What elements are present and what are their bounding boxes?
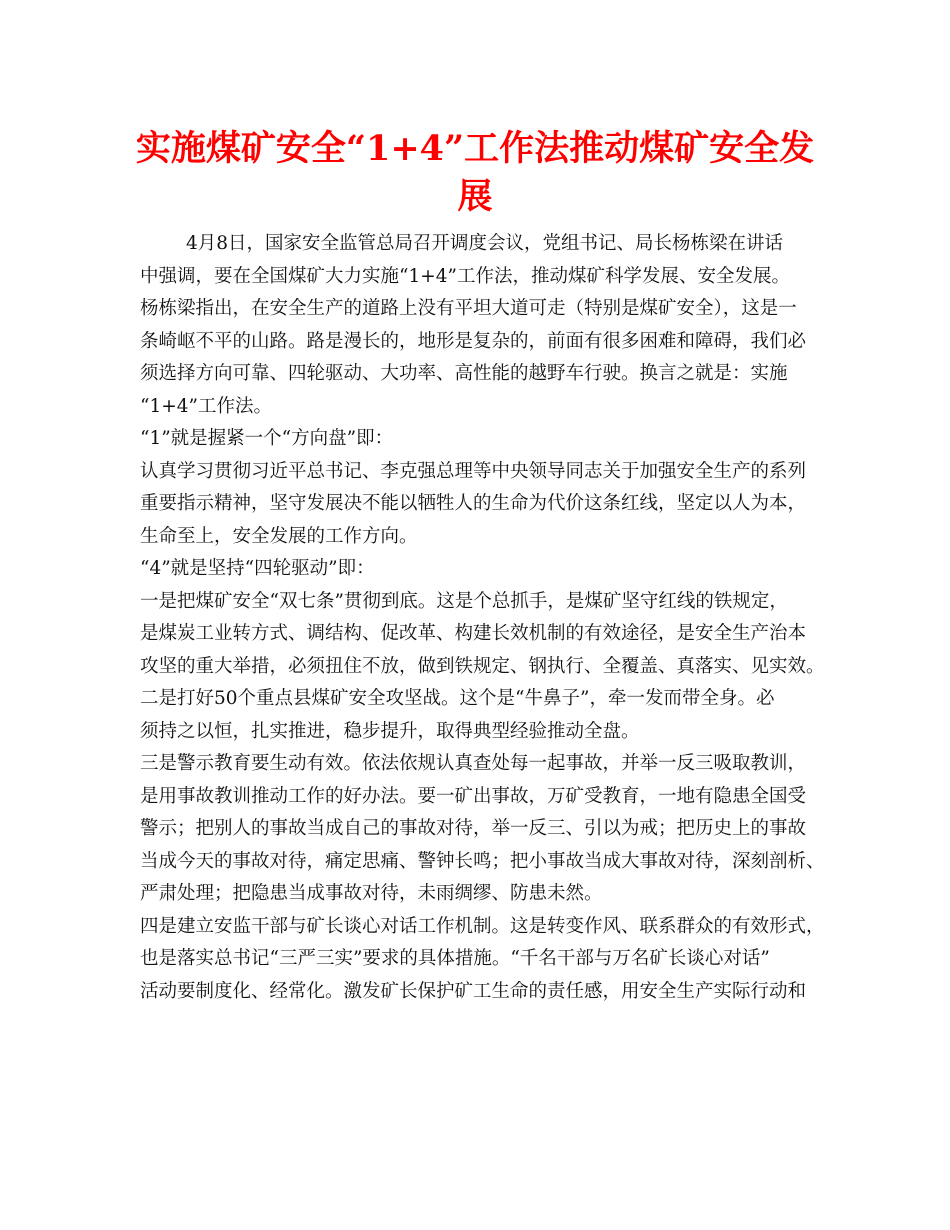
body-line: 杨栋梁指出，在安全生产的道路上没有平坦大道可走（特别是煤矿安全），这是一 [140,298,797,319]
body-line: 三是警示教育要生动有效。依法依规认真查处每一起事故，并举一反三吸取教训， [140,753,807,774]
body-line: 警示；把别人的事故当成自己的事故对待，举一反三、引以为戒；把历史上的事故 [140,818,807,839]
body-line: “4”就是坚持“四轮驱动”即： [140,558,375,579]
document-body [140,228,825,1008]
body-line: 生命至上，安全发展的工作方向。 [140,525,418,547]
body-line: 也是落实总书记“三严三实”要求的具体措施。“千名干部与万名矿长谈心对话” [140,948,770,969]
body-line: 四是建立安监干部与矿长谈心对话工作机制。这是转变作风、联系群众的有效形式， [140,915,825,937]
body-line: 严肃处理；把隐患当成事故对待，未雨绸缪、防患未然。 [140,883,603,904]
body-line: 认真学习贯彻习近平总书记、李克强总理等中央领导同志关于加强安全生产的系列 [140,460,807,482]
document-title-line-1: 实施煤矿安全“1+4”工作法推动煤矿安全发 [135,128,815,169]
body-line: 4月8日，国家安全监管总局召开调度会议，党组书记、局长杨栋梁在讲话 [186,233,784,254]
document-title [130,125,820,221]
body-line: “1+4”工作法。 [140,395,272,417]
body-line: 是用事故教训推动工作的好办法。要一矿出事故，万矿受教育，一地有隐患全国受 [140,785,807,807]
body-line: 中强调，要在全国煤矿大力实施“1+4”工作法，推动煤矿科学发展、安全发展。 [140,265,790,287]
body-line: 须持之以恒，扎实推进，稳步提升，取得典型经验推动全盘。 [140,720,640,742]
body-line: 是煤炭工业转方式、调结构、促改革、构建长效机制的有效途径，是安全生产治本 [140,623,807,644]
body-line: 二是打好50个重点县煤矿安全攻坚战。这个是“牛鼻子”，牵一发而带全身。必 [140,688,775,709]
body-line: 当成今天的事故对待，痛定思痛、警钟长鸣；把小事故当成大事故对待，深刻剖析、 [140,850,825,872]
body-line: 须选择方向可靠、四轮驱动、大功率、高性能的越野车行驶。换言之就是：实施 [140,363,788,384]
body-line: 活动要制度化、经常化。激发矿长保护矿工生命的责任感，用安全生产实际行动和 [140,980,807,1002]
document-title-line-2: 展 [457,176,493,217]
body-line: 条崎岖不平的山路。路是漫长的，地形是复杂的，前面有很多困难和障碍，我们必 [140,330,807,352]
body-line: “1”就是握紧一个“方向盘”即： [140,428,394,449]
body-line: 重要指示精神，坚守发展决不能以牺牲人的生命为代价这条红线，坚定以人为本， [140,493,807,514]
body-line: 一是把煤矿安全“双七条”贯彻到底。这是个总抓手，是煤矿坚守红线的铁规定， [140,590,788,612]
body-line: 攻坚的重大举措，必须扭住不放，做到铁规定、钢执行、全覆盖、真落实、见实效。 [140,655,825,677]
